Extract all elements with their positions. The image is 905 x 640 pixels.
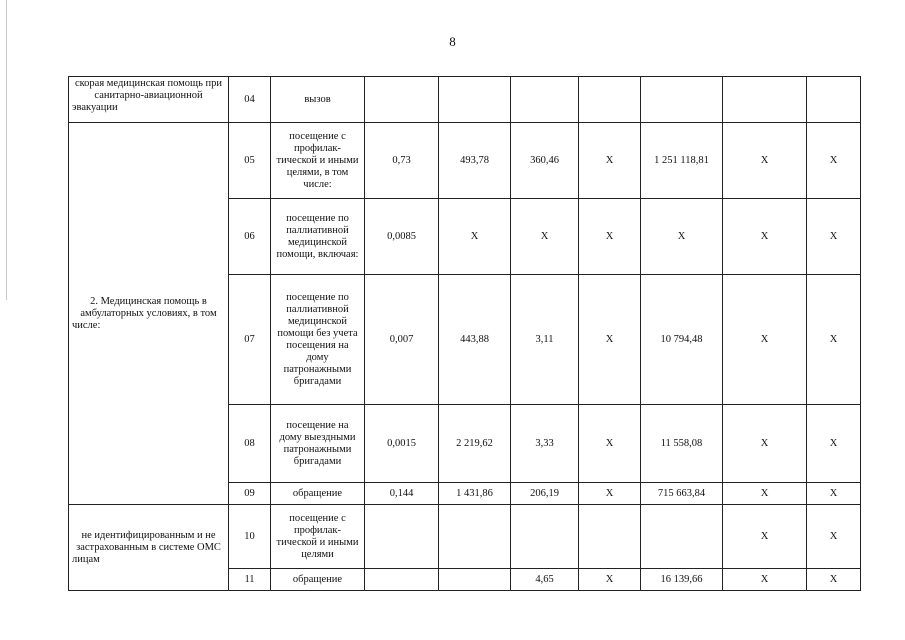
value-cell: 10 794,48	[641, 275, 723, 405]
unit-cell: посещение с профилак-тической и иными целями, в том числе:	[271, 123, 365, 199]
row-code: 04	[229, 77, 271, 123]
row-code: 10	[229, 505, 271, 569]
value-cell: 360,46	[511, 123, 579, 199]
unit-cell: вызов	[271, 77, 365, 123]
value-cell: Х	[579, 199, 641, 275]
value-cell: Х	[579, 405, 641, 483]
value-cell: 715 663,84	[641, 483, 723, 505]
row-code: 07	[229, 275, 271, 405]
value-cell	[365, 77, 439, 123]
value-cell: Х	[723, 569, 807, 591]
value-cell	[723, 77, 807, 123]
value-cell	[439, 569, 511, 591]
value-cell: Х	[807, 505, 861, 569]
value-cell: Х	[723, 123, 807, 199]
value-cell: 2 219,62	[439, 405, 511, 483]
value-cell: 16 139,66	[641, 569, 723, 591]
value-cell: Х	[807, 569, 861, 591]
value-cell: Х	[807, 275, 861, 405]
row-code: 05	[229, 123, 271, 199]
unit-cell: посещение по паллиативной медицинской помощи без учета посещения на дому патронажными бригадами	[271, 275, 365, 405]
section-label-ambulatory: 2. Медицинская помощь в амбулаторных условиях, в том числе:	[69, 123, 229, 505]
value-cell: 206,19	[511, 483, 579, 505]
value-cell	[439, 505, 511, 569]
table-row	[69, 77, 861, 123]
value-cell: Х	[723, 483, 807, 505]
value-cell	[365, 569, 439, 591]
value-cell: Х	[579, 275, 641, 405]
value-cell	[365, 505, 439, 569]
value-cell: Х	[723, 405, 807, 483]
value-cell	[511, 505, 579, 569]
value-cell: Х	[723, 505, 807, 569]
value-cell: Х	[579, 483, 641, 505]
table-row	[69, 505, 861, 569]
unit-cell: обращение	[271, 483, 365, 505]
value-cell: 0,144	[365, 483, 439, 505]
section-label: скорая медицинская помощь при санитарно-авиационной эвакуации	[69, 77, 229, 123]
value-cell: 11 558,08	[641, 405, 723, 483]
value-cell: Х	[641, 199, 723, 275]
page-number: 8	[449, 34, 456, 49]
unit-cell: посещение по паллиативной медицинской помощи, включая:	[271, 199, 365, 275]
value-cell: 0,007	[365, 275, 439, 405]
value-cell: 493,78	[439, 123, 511, 199]
row-code: 09	[229, 483, 271, 505]
value-cell	[641, 505, 723, 569]
value-cell: 1 251 118,81	[641, 123, 723, 199]
value-cell: Х	[579, 123, 641, 199]
row-code: 11	[229, 569, 271, 591]
value-cell: Х	[579, 569, 641, 591]
value-cell: 4,65	[511, 569, 579, 591]
value-cell: 3,33	[511, 405, 579, 483]
value-cell: Х	[511, 199, 579, 275]
value-cell: Х	[807, 199, 861, 275]
value-cell	[579, 77, 641, 123]
row-code: 08	[229, 405, 271, 483]
value-cell: Х	[723, 275, 807, 405]
value-cell	[511, 77, 579, 123]
value-cell: 0,0015	[365, 405, 439, 483]
value-cell: Х	[807, 405, 861, 483]
value-cell: 0,0085	[365, 199, 439, 275]
unit-cell: посещение с профилак-тической и иными целями	[271, 505, 365, 569]
value-cell: Х	[807, 123, 861, 199]
value-cell	[579, 505, 641, 569]
value-cell: 3,11	[511, 275, 579, 405]
value-cell: 0,73	[365, 123, 439, 199]
unit-cell: обращение	[271, 569, 365, 591]
section-label-uninsured: не идентифицированным и не застрахованным в системе ОМС лицам	[69, 505, 229, 591]
medical-care-table	[68, 76, 861, 591]
row-code: 06	[229, 199, 271, 275]
value-cell: 1 431,86	[439, 483, 511, 505]
value-cell: 443,88	[439, 275, 511, 405]
value-cell: Х	[807, 483, 861, 505]
value-cell	[641, 77, 723, 123]
value-cell: Х	[439, 199, 511, 275]
value-cell: Х	[723, 199, 807, 275]
value-cell	[439, 77, 511, 123]
value-cell	[807, 77, 861, 123]
unit-cell: посещение на дому выездными патронажными бригадами	[271, 405, 365, 483]
table-row	[69, 123, 861, 199]
